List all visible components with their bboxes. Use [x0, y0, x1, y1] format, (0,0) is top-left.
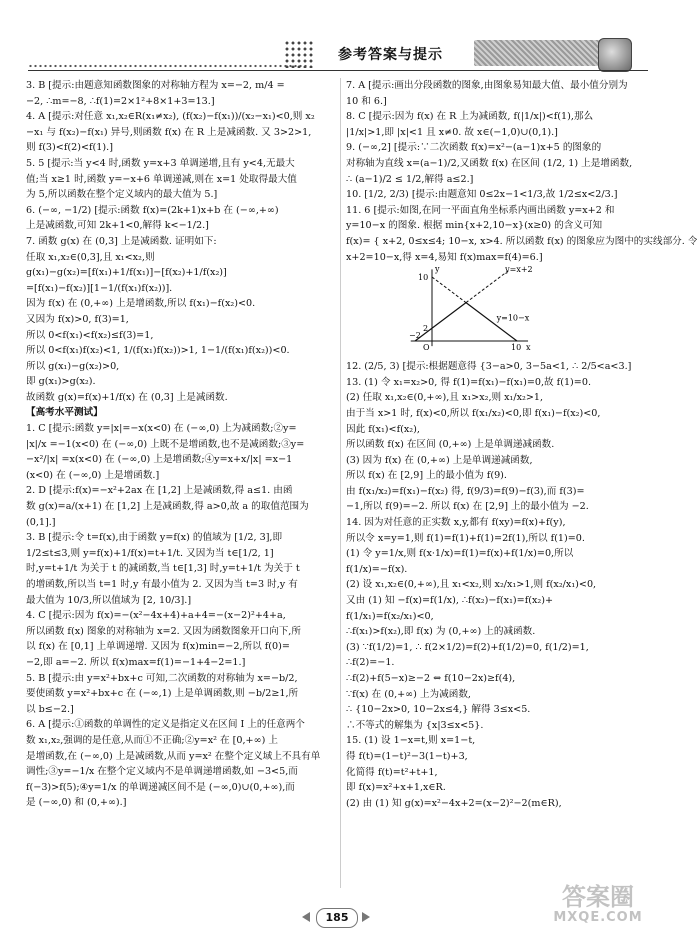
answer-line: 即 f(x)=x²+x+1,x∈R. — [346, 782, 446, 794]
answer-line: 得 f(t)=(1−t)²−3(1−t)+3, — [346, 750, 468, 762]
right-column — [346, 78, 697, 811]
answer-line: f(1/x₁)=f(x₂/x₁)<0, — [346, 610, 434, 622]
answer-line: y=10−x 的图象. 根据 min{x+2,10−x}(x≥0) 的含义可知 — [346, 220, 603, 232]
answer-line: x+2=10−x,得 x=4,易知 f(x)max=f(4)=6.] — [346, 251, 543, 263]
left-column — [26, 78, 338, 811]
answer-line: (2) 任取 x₁,x₂∈(0,+∞),且 x₁>x₂,则 x₁/x₂>1, — [346, 392, 544, 404]
answer-line: (3) ∵f(1/2)=1, ∴ f(2×1/2)=f(2)+f(1/2)=0, f(1/2)=1, — [346, 641, 589, 653]
answer-line: 11. 6 [提示:如图,在同一平面直角坐标系内画出函数 y=x+2 和 — [346, 204, 615, 216]
line-y-10-minus-x-dashed — [432, 277, 466, 303]
answer-line: 6. A [提示:①函数的单调性的定义是指定义在区间 I 上的任意两个 — [26, 719, 305, 731]
answer-line: 是 (−∞,0) 和 (0,+∞).] — [26, 797, 127, 809]
answer-line: 又由 (1) 知 −f(x)=f(1/x), ∴f(x₂)−f(x₁)=f(x₂)+ — [346, 595, 554, 607]
answer-line: 所以 0<f(x₁)f(x₂)<1, 1/(f(x₁)f(x₂))>1, 1−1/(f(x₁)f(x₂))<0. — [26, 345, 290, 357]
graph-svg — [409, 264, 533, 355]
tick-y-2: 2 — [423, 324, 429, 334]
answer-line: 9. (−∞,2] [提示:∵二次函数 f(x)=x²−(a−1)x+5 的图象的 — [346, 142, 602, 154]
answer-line: 最大值为 10/3,所以值域为 [2, 10/3].] — [26, 594, 192, 606]
answer-line: 3. B [提示:由题意知函数图象的对称轴方程为 x=−2, m/4 = — [26, 80, 285, 91]
answer-line: (1) 令 y=1/x,则 f(x·1/x)=f(1)=f(x)+f(1/x)=0,所以 — [346, 548, 574, 560]
answer-line: 8. C [提示:因为 f(x) 在 R 上为减函数, f(|1/x|)<f(1),那么 — [346, 111, 594, 123]
tick-x-neg2: −2 — [409, 331, 421, 341]
answer-line: 10. [1/2, 2/3) [提示:由题意知 0≤2x−1<1/3,故 1/2≤x<2/3.] — [346, 189, 618, 201]
answer-line: −2,即 a=−2. 所以 f(x)max=f(1)=−1+4−2=1.] — [26, 656, 246, 668]
answer-line: 5. 5 [提示:当 y<4 时,函数 y=x+3 单调递增,且有 y<4,无最大 — [26, 157, 295, 169]
answer-line: −2, ∴m=−8, ∴f(1)=2×1²+8×1+3=13.] — [26, 95, 215, 107]
answer-line: 数 g(x)=a/(x+1) 在 [1,2] 上是减函数,得 a>0,故 a 的取值范围为 — [26, 501, 309, 513]
answer-line: 5. B [提示:由 y=x²+bx+c 可知,二次函数的对称轴为 x=−b/2, — [26, 672, 298, 684]
answer-line: 7. 函数 g(x) 在 (0,3] 上是减函数. 证明如下: — [26, 235, 217, 247]
tick-y-10: 10 — [418, 273, 429, 283]
answer-line: 由 f(x₁/x₂)=f(x₁)−f(x₂) 得, f(9/3)=f(9)−f(3),而 f(3)= — [346, 485, 585, 497]
answer-line: 所以函数 f(x) 在区间 (0,+∞) 上是单调递减函数. — [346, 439, 555, 451]
answer-line: (x<0) 在 (−∞,0) 上是增函数.] — [26, 469, 160, 481]
answer-line: 即 g(x₁)>g(x₂). — [26, 376, 96, 388]
answer-line: 对称轴为直线 x=(a−1)/2,又函数 f(x) 在区间 (1/2, 1) 上是增函数, — [346, 157, 633, 169]
answer-line: (2) 由 (1) 知 g(x)=x²−4x+2=(x−2)²−2(m∈R), — [346, 797, 562, 809]
answer-line: 时,y=t+1/t 为关于 t 的减函数,当 t∈[1,3] 时,y=t+1/t 为关于 t — [26, 563, 300, 575]
answer-line: 所以令 x=y=1,则 f(1)=f(1)+f(1)=2f(1),所以 f(1)=0. — [346, 532, 585, 544]
answer-line: (0,1].] — [26, 516, 56, 528]
origin-label: O — [423, 343, 430, 353]
line2-label: y=10−x — [496, 313, 530, 323]
answer-line: (3) 因为 f(x) 在 (0,+∞) 上是单调递减函数, — [346, 454, 533, 466]
dot-grid-ornament — [284, 40, 314, 68]
answer-line: −x²/|x| =x(x<0) 在 (−∞,0) 上是增函数;④y=x+x/|x| =x−1 — [26, 454, 293, 466]
answer-line: 上是减函数,可知 2k+1<0,解得 k<−1/2.] — [26, 220, 209, 232]
answer-line: ∴ {10−2x>0, 10−2x≤4,} 解得 3≤x<5. — [346, 704, 531, 716]
answer-line: f(−3)>f(5);④y=1/x 的单调递减区间不是 (−∞,0)∪(0,+∞),而 — [26, 781, 295, 793]
answer-line: 以 f(x) 在 [0,1] 上单调递增. 又因为 f(x)min=−2,所以 f(0)= — [26, 641, 290, 653]
right-arrow-icon — [362, 912, 370, 922]
function-graph — [346, 264, 648, 357]
answer-line: 4. A [提示:对任意 x₁,x₂∈R(x₁≠x₂), (f(x₂)−f(x₁))/(x₂−x₁)<0,则 x₂ — [26, 111, 315, 123]
answer-line: 7. A [提示:画出分段函数的图象,由图象易知最大值、最小值分别为 — [346, 80, 628, 91]
answer-line: g(x₁)−g(x₂)=[f(x₁)+1/f(x₁)]−[f(x₂)+1/f(x₂)] — [26, 267, 227, 279]
line-y-x-plus-2-dashed — [466, 271, 509, 303]
answer-line: 3. B [提示:令 t=f(x),由于函数 y=f(x) 的值域为 [1/2, 3],即 — [26, 532, 283, 544]
answer-line: 又因为 f(x)>0, f(3)=1, — [26, 313, 129, 325]
answer-line: 故函数 g(x)=f(x)+1/f(x) 在 (0,3] 上是减函数. — [26, 391, 228, 403]
answer-line: 13. (1) 令 x₁=x₂>0, 得 f(1)=f(x₁)−f(x₁)=0,故 f(1)=0. — [346, 376, 591, 388]
watermark-logo — [528, 884, 668, 928]
header-divider — [28, 70, 648, 71]
answer-line: −1,所以 f(9)=−2. 所以 f(x) 在 [2,9] 上的最小值为 −2. — [346, 501, 589, 513]
answer-line: 15. (1) 设 1−x=t,则 x=1−t, — [346, 735, 476, 747]
answer-line: 所以 f(x) 在 [2,9] 上的最小值为 f(9). — [346, 470, 507, 482]
answer-line: 化简得 f(t)=t²+t+1, — [346, 766, 438, 778]
answer-line: 任取 x₁,x₂∈(0,3],且 x₁<x₂,则 — [26, 251, 155, 263]
line1-label: y=x+2 — [505, 265, 533, 275]
header-band-ornament — [474, 40, 614, 66]
answer-line: 的增函数,所以当 t=1 时,y 有最小值为 2. 又因为当 t=3 时,y 有 — [26, 579, 298, 590]
watermark-top: 答案圈 — [562, 883, 634, 911]
answer-line: 2. D [提示:f(x)=−x²+2ax 在 [1,2] 上是减函数,得 a≤1. 由函 — [26, 485, 293, 497]
answer-line: 为 5,所以函数在整个定义域内的最大值为 5.] — [26, 189, 218, 201]
answer-line: ∴f(2)=−1. — [346, 657, 395, 669]
answer-line: −x₁ 与 f(x₂)−f(x₁) 异号,则函数 f(x) 在 R 上是减函数. 又 3>2>1, — [26, 126, 312, 138]
dotted-rule — [28, 64, 308, 68]
answer-line: 要使函数 y=x²+bx+c 在 (−∞,1) 上是单调函数,则 −b/2≥1,所 — [26, 688, 299, 700]
answer-line: 12. (2/5, 3) [提示:根据题意得 {3−a>0, 3−5a<1, ∴ 2/5<a<3.] — [346, 361, 632, 373]
answer-line: (2) 设 x₁,x₂∈(0,+∞),且 x₁<x₂,则 x₂/x₁>1,则 f(x₂/x₁)<0, — [346, 579, 597, 591]
answer-line: |1/x|>1,即 |x|<1 且 x≠0. 故 x∈(−1,0)∪(0,1).] — [346, 126, 558, 138]
answer-line: 是增函数,在 (−∞,0) 上是减函数,从而 y=x² 在整个定义域上不具有单 — [26, 750, 321, 762]
answer-line: ∴f(x₁)>f(x₂),即 f(x) 为 (0,+∞) 上的减函数. — [346, 626, 536, 638]
answer-line: ∴不等式的解集为 {x|3≤x<5}. — [346, 719, 484, 731]
answer-line: f(x)= { x+2, 0≤x≤4; 10−x, x>4. 所以函数 f(x) 的图象应为图中的实线部分. 令 — [346, 235, 697, 247]
answer-line: 1/2≤t≤3,则 y=f(x)+1/f(x)=t+1/t. 又因为当 t∈[1/2, 1] — [26, 547, 274, 559]
answer-line: 因为 f(x) 在 (0,+∞) 上是增函数,所以 f(x₁)−f(x₂)<0. — [26, 298, 256, 310]
answer-line: 以 b≤−2.] — [26, 703, 74, 715]
answer-line: ∴ (a−1)/2 ≤ 1/2,解得 a≤2.] — [346, 173, 474, 185]
left-arrow-icon — [302, 912, 310, 922]
column-divider — [340, 78, 341, 888]
answer-line: 所以 g(x₁)−g(x₂)>0, — [26, 360, 120, 372]
answer-line: 因此 f(x₁)<f(x₂), — [346, 423, 420, 435]
answer-line: 6. (−∞, −1/2) [提示:函数 f(x)=(2k+1)x+b 在 (−∞,+∞) — [26, 204, 279, 216]
x-axis-label: x — [526, 343, 531, 353]
answer-line: 所以函数 f(x) 图象的对称轴为 x=2. 又因为函数图象开口向下,所 — [26, 625, 301, 637]
page-number: 185 — [316, 908, 358, 928]
tick-x-10: 10 — [511, 343, 522, 353]
watermark-bottom: MXQE.COM — [553, 910, 643, 925]
answer-line: ∵f(x) 在 (0,+∞) 上为减函数, — [346, 688, 471, 700]
answer-line: 调性;③y=−1/x 在整个定义域内不是单调递增函数,如 −3<5,而 — [26, 766, 298, 778]
answer-line: 10 和 6.] — [346, 95, 387, 107]
answer-line: =[f(x₁)−f(x₂)][1−1/(f(x₁)f(x₂))]. — [26, 282, 173, 294]
answer-line: 所以 0<f(x₁)<f(x₂)≤f(3)=1, — [26, 329, 154, 341]
answer-line: 4. C [提示:因为 f(x)=−(x²−4x+4)+a+4=−(x−2)²+4+a, — [26, 610, 286, 622]
answer-line: 值;当 x≥1 时,函数 y=−x+6 单调递减,则在 x=1 处取得最大值 — [26, 173, 297, 185]
answer-line: f(1/x)=−f(x). — [346, 563, 408, 575]
answer-line: 14. 因为对任意的正实数 x,y,都有 f(xy)=f(x)+f(y), — [346, 517, 566, 529]
page-header — [0, 0, 675, 76]
page-title: 参考答案与提示 — [338, 47, 443, 63]
answer-line: 则 f(3)<f(2)<f(1).] — [26, 142, 113, 154]
cube-icon — [598, 38, 632, 72]
answer-line: |x|/x =−1(x<0) 在 (−∞,0) 上既不是增函数,也不是减函数;③y= — [26, 438, 305, 450]
answer-line: ∴f(2)+f(5−x)≥−2 ⇔ f(10−2x)≥f(4), — [346, 673, 516, 684]
line-y-x-plus-2-solid — [415, 303, 466, 341]
section-heading: 【高考水平测试】 — [26, 407, 103, 419]
y-axis-label: y — [435, 264, 440, 274]
answer-line: 1. C [提示:函数 y=|x|=−x(x<0) 在 (−∞,0) 上为减函数;②y= — [26, 423, 297, 435]
answer-line: 由于当 x>1 时, f(x)<0,所以 f(x₁/x₂)<0,即 f(x₁)−f(x₂)<0, — [346, 407, 601, 419]
answer-line: 数 x₁,x₂,强调的是任意,从而①不正确;②y=x² 在 [0,+∞) 上 — [26, 734, 278, 746]
